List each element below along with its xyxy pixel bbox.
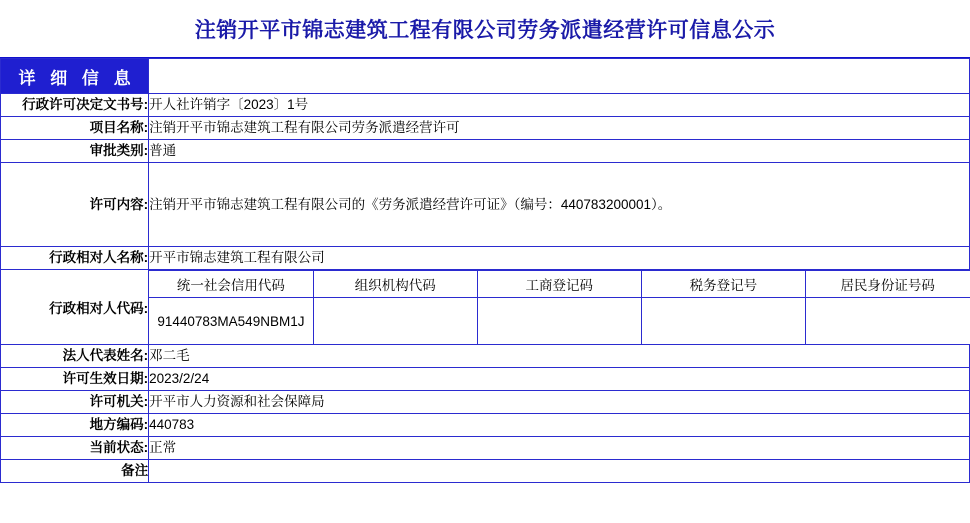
codes-value-org-code (313, 298, 477, 345)
codes-header-id-card-number: 居民身份证号码 (805, 271, 969, 298)
table-row (1, 117, 970, 140)
field-label-current-status: 当前状态: (1, 437, 149, 460)
field-label-decision-number: 行政许可决定文书号: (1, 94, 149, 117)
codes-value-row (149, 298, 969, 345)
field-label-counterpart-codes: 行政相对人代码: (1, 270, 149, 345)
section-header-blank (149, 59, 970, 94)
field-label-project-name: 项目名称: (1, 117, 149, 140)
counterpart-codes-table (149, 270, 969, 344)
field-value-current-status: 正常 (149, 437, 970, 460)
codes-header-tax-reg-code: 税务登记号 (641, 271, 805, 298)
field-value-license-content: 注销开平市锦志建筑工程有限公司的《劳务派遣经营许可证》（编号：440783200001）。 (149, 163, 970, 247)
counterpart-codes-container (149, 270, 970, 345)
field-value-decision-number: 开人社许销字〔2023〕1号 (149, 94, 970, 117)
field-label-licensing-authority: 许可机关: (1, 391, 149, 414)
page-title-bar (0, 0, 970, 58)
section-title: 详 细 信 息 (18, 68, 136, 88)
field-value-project-name: 注销开平市锦志建筑工程有限公司劳务派遣经营许可 (149, 117, 970, 140)
field-value-effective-date: 2023/2/24 (149, 368, 970, 391)
field-label-approval-category: 审批类别: (1, 140, 149, 163)
page-title: 注销开平市锦志建筑工程有限公司劳务派遣经营许可信息公示 (194, 18, 776, 42)
field-label-counterpart-name: 行政相对人名称: (1, 247, 149, 270)
table-row (1, 140, 970, 163)
table-row (1, 247, 970, 270)
table-row (1, 391, 970, 414)
field-label-license-content: 许可内容: (1, 163, 149, 247)
section-header-cell (1, 59, 149, 94)
field-label-region-code: 地方编码: (1, 414, 149, 437)
field-label-effective-date: 许可生效日期: (1, 368, 149, 391)
table-row (1, 437, 970, 460)
detail-info-table (0, 58, 970, 483)
section-header-row (1, 59, 970, 94)
codes-value-business-reg-code (477, 298, 641, 345)
table-row-codes (1, 270, 970, 345)
field-value-licensing-authority: 开平市人力资源和社会保障局 (149, 391, 970, 414)
table-row (1, 94, 970, 117)
field-value-legal-rep-name: 邓二毛 (149, 345, 970, 368)
field-label-legal-rep-name: 法人代表姓名: (1, 345, 149, 368)
codes-value-tax-reg-code (641, 298, 805, 345)
codes-value-credit-code: 91440783MA549NBM1J (149, 298, 313, 345)
table-row (1, 368, 970, 391)
table-row (1, 460, 970, 483)
field-value-approval-category: 普通 (149, 140, 970, 163)
field-value-remarks (149, 460, 970, 483)
table-row (1, 414, 970, 437)
codes-header-business-reg-code: 工商登记码 (477, 271, 641, 298)
codes-value-id-card-number (805, 298, 969, 345)
table-row (1, 163, 970, 247)
field-label-remarks: 备注 (1, 460, 149, 483)
field-value-counterpart-name: 开平市锦志建筑工程有限公司 (149, 247, 970, 270)
codes-header-org-code: 组织机构代码 (313, 271, 477, 298)
codes-header-row (149, 271, 969, 298)
field-value-region-code: 440783 (149, 414, 970, 437)
table-row (1, 345, 970, 368)
codes-header-credit-code: 统一社会信用代码 (149, 271, 313, 298)
